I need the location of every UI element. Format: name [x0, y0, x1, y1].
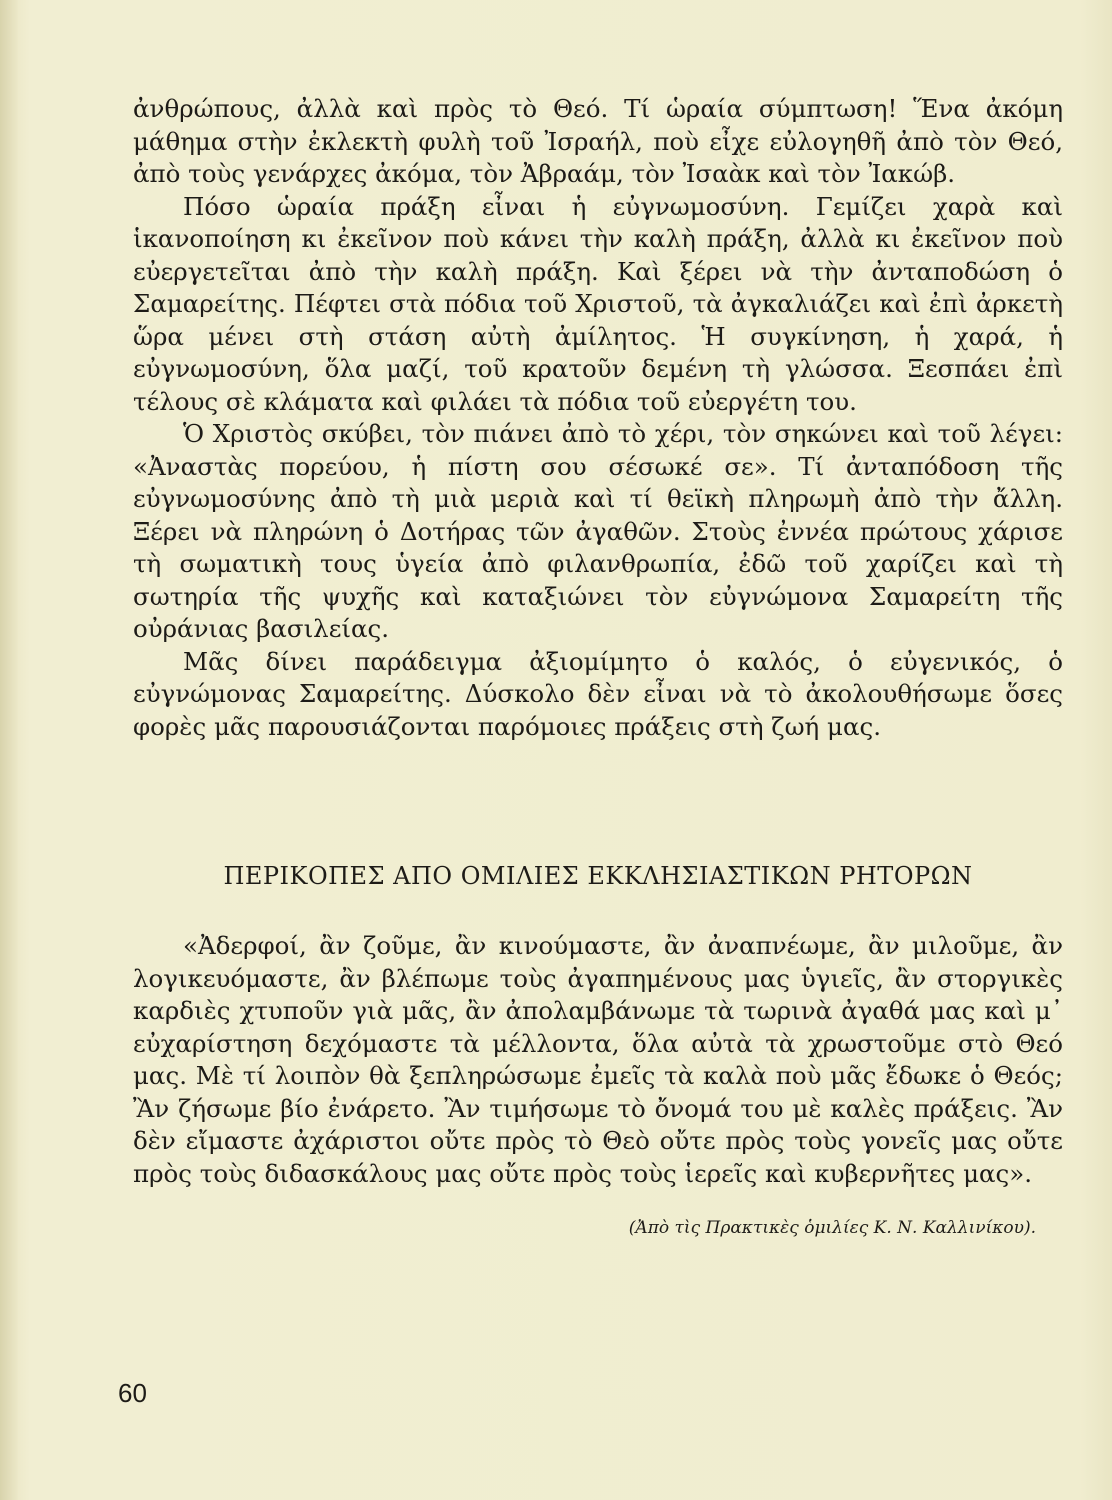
paragraph-1: ἀνθρώπους, ἀλλὰ καὶ πρὸς τὸ Θεό. Τί ὡραία σύμπτωση! Ἕνα ἀκόμη μάθημα στὴν ἐκλεκτὴ φυλὴ τοῦ Ἰσραήλ, ποὺ εἶχε εὐλογηθῆ ἀπὸ τὸν Θεό, ἀπὸ τοὺς γενάρχες ἀκόμα, τὸν Ἀβραάμ, τὸν Ἰσαὰκ καὶ τὸν Ἰακώβ.	[133, 94, 1063, 188]
quote-block	[133, 930, 1063, 1190]
paragraph-2: Πόσο ὡραία πράξη εἶναι ἡ εὐγνωμοσύνη. Γεμίζει χαρὰ καὶ ἱκανοποίηση κι ἐκεῖνον ποὺ κάνει τὴν καλὴ πράξη, ἀλλὰ κι ἐκεῖνον ποὺ εὐεργετεῖται ἀπὸ τὴν καλὴ πράξη. Καὶ ξέρει νὰ τὴν ἀνταποδώση ὁ Σαμαρείτης. Πέφτει στὰ πόδια τοῦ Χριστοῦ, τὰ ἀγκαλιάζει καὶ ἐπὶ ἀρκετὴ ὥρα μένει στὴ στάση αὐτὴ ἀμίλητος. Ἡ συγκίνηση, ἡ χαρά, ἡ εὐγνωμοσύνη, ὅλα μαζί, τοῦ κρατοῦν δεμένη τὴ γλώσσα. Ξεσπάει ἐπὶ τέλους σὲ κλάματα καὶ φιλάει τὰ πόδια τοῦ εὐεργέτη του.	[133, 191, 1063, 416]
page-gutter	[0, 0, 18, 1500]
quote-source: (Ἀπὸ τὶς Πρακτικὲς ὁμιλίες Κ. Ν. Καλλινίκου).	[628, 1218, 1036, 1238]
main-text	[133, 93, 1063, 743]
page-number: 60	[118, 1378, 147, 1408]
quote-paragraph: «Ἀδερφοί, ἂν ζοῦμε, ἂν κινούμαστε, ἂν ἀναπνέωμε, ἂν μιλοῦμε, ἂν λογικευόμαστε, ἂν βλέπωμε τοὺς ἀγαπημένους μας ὑγιεῖς, ἂν στοργικὲς καρδιὲς χτυποῦν γιὰ μᾶς, ἂν ἀπολαμβάνωμε τὰ τωρινὰ ἀγαθά μας καὶ μ᾿ εὐχαρίστηση δεχόμαστε τὰ μέλλοντα, ὅλα αὐτὰ τὰ χρωστοῦμε στὸ Θεό μας. Μὲ τί λοιπὸν θὰ ξεπληρώσωμε ἐμεῖς τὰ καλὰ ποὺ μᾶς ἔδωκε ὁ Θεός; Ἂν ζήσωμε βίο ἐνάρετο. Ἂν τιμήσωμε τὸ ὄνομά του μὲ καλὲς πράξεις. Ἂν δὲν εἴμαστε ἀχάριστοι οὔτε πρὸς τὸ Θεὸ οὔτε πρὸς τοὺς γονεῖς μας οὔτε πρὸς τοὺς διδασκάλους μας οὔτε πρὸς τοὺς ἱερεῖς καὶ κυβερνῆτες μας».	[133, 931, 1063, 1188]
paragraph-3: Ὁ Χριστὸς σκύβει, τὸν πιάνει ἀπὸ τὸ χέρι, τὸν σηκώνει καὶ τοῦ λέγει: «Ἀναστὰς πορεύου, ἡ πίστη σου σέσωκέ σε». Τί ἀνταπόδοση τῆς εὐγνωμοσύνης ἀπὸ τὴ μιὰ μεριὰ καὶ τί θεϊκὴ πληρωμὴ ἀπὸ τὴν ἄλλη. Ξέρει νὰ πληρώνη ὁ Δοτήρας τῶν ἀγαθῶν. Στοὺς ἐννέα πρώτους χάρισε τὴ σωματικὴ τους ὑγεία ἀπὸ φιλανθρωπία, ἐδῶ τοῦ χαρίζει καὶ τὴ σωτηρία τῆς ψυχῆς καὶ καταξιώνει τὸν εὐγνώμονα Σαμαρείτη τῆς οὐράνιας βασιλείας.	[133, 419, 1063, 643]
paragraph-4: Μᾶς δίνει παράδειγμα ἀξιομίμητο ὁ καλός, ὁ εὐγενικός, ὁ εὐγνώμονας Σαμαρείτης. Δύσκολο δὲν εἶναι νὰ τὸ ἀκολουθήσωμε ὅσες φορὲς μᾶς παρουσιάζονται παρόμοιες πράξεις στὴ ζωή μας.	[133, 646, 1063, 741]
section-heading: ΠΕΡΙΚΟΠΕΣ ΑΠΟ ΟΜΙΛΙΕΣ ΕΚΚΛΗΣΙΑΣΤΙΚΩΝ ΡΗΤΟΡΩΝ	[223, 862, 973, 890]
